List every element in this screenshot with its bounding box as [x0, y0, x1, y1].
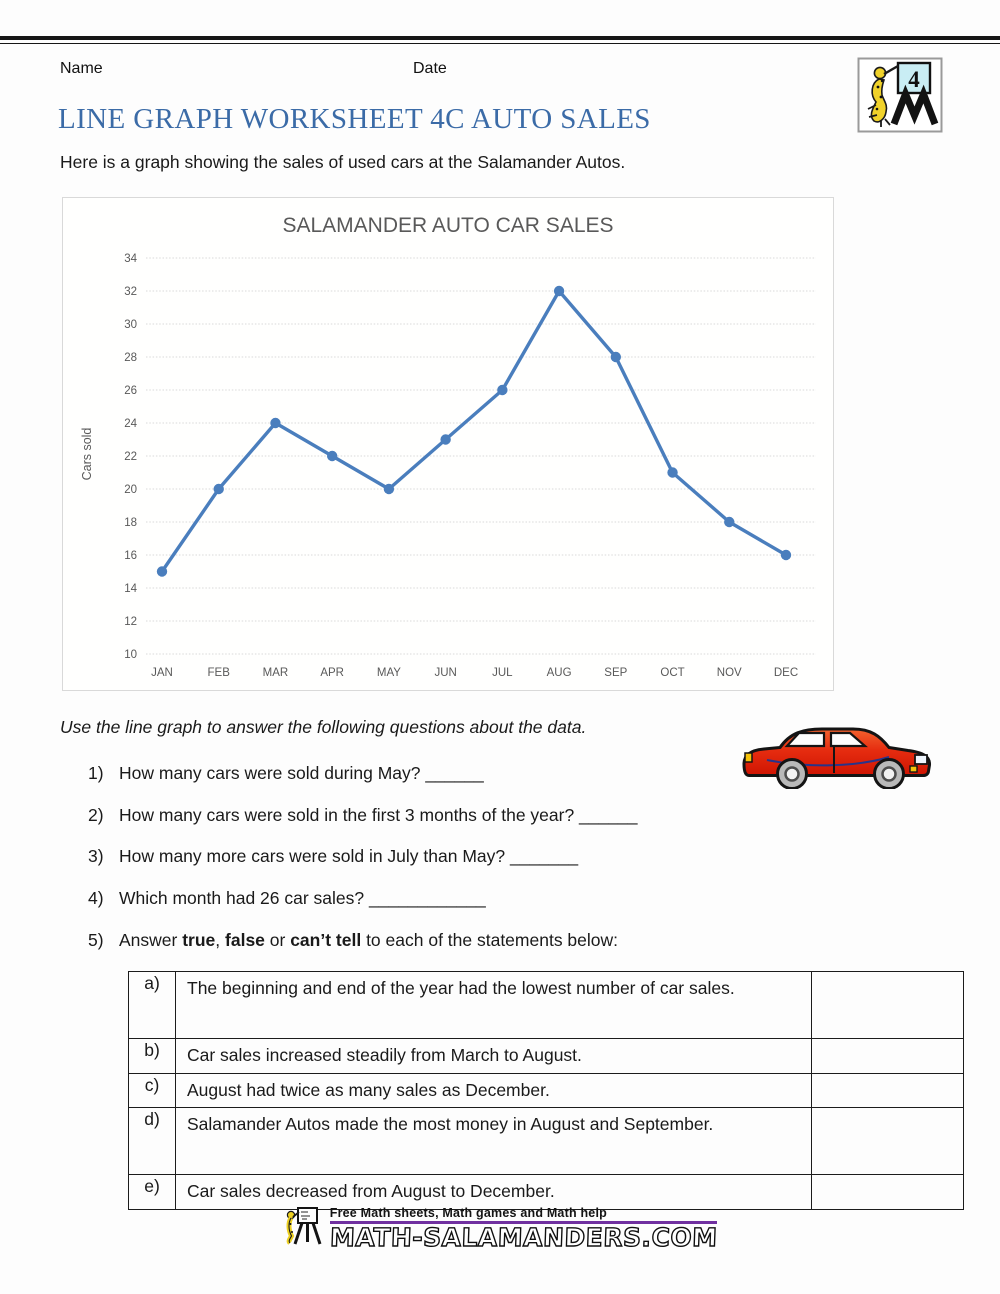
statements-table — [128, 971, 964, 1210]
question-number: 3) — [88, 846, 104, 867]
footer — [0, 1206, 1000, 1253]
car-taillight — [745, 753, 752, 762]
y-axis-title: Cars sold — [80, 427, 94, 481]
question-4 — [88, 888, 928, 930]
question-3 — [88, 846, 928, 888]
question-text: How many cars were sold during May? ______ — [119, 763, 484, 783]
chart-point — [214, 484, 224, 494]
y-tick-label: 32 — [124, 286, 137, 298]
date-label: Date — [413, 60, 447, 77]
salamander-grade-logo — [857, 57, 943, 133]
answer-cell — [812, 1175, 964, 1210]
question-number: 1) — [88, 763, 104, 783]
questions-list — [88, 763, 928, 971]
x-axis-label: MAY — [376, 667, 401, 679]
y-tick-label: 16 — [124, 550, 137, 562]
y-tick-label: 22 — [124, 451, 137, 463]
chart-title: SALAMANDER AUTO CAR SALES — [282, 214, 614, 237]
chart-line — [162, 291, 786, 572]
chart-instruction: Use the line graph to answer the following questions about the data. — [60, 717, 587, 737]
chart-point — [781, 550, 791, 560]
table-row-d — [129, 1108, 964, 1175]
row-label: e) — [129, 1175, 176, 1210]
x-axis-label: JUL — [492, 667, 513, 679]
footer-site-name: MATH-SALAMANDERS.COM — [329, 1223, 718, 1252]
y-tick-label: 20 — [124, 484, 137, 496]
chart-container — [62, 197, 834, 691]
chart-point — [157, 566, 167, 576]
table-row-a — [129, 972, 964, 1039]
y-tick-label: 12 — [124, 616, 137, 628]
answer-cell — [812, 1073, 964, 1108]
statement-text: Car sales increased steadily from March to August. — [176, 1039, 812, 1074]
x-axis-label: SEP — [604, 667, 628, 679]
footer-salamander-logo — [283, 1206, 325, 1246]
chart-point — [384, 484, 394, 494]
row-label: b) — [129, 1039, 176, 1074]
question-text: Which month had 26 car sales? ____________ — [119, 888, 486, 909]
y-tick-label: 24 — [124, 418, 137, 430]
statement-text: August had twice as many sales as December. — [176, 1073, 812, 1108]
question-text: Answer true, false or can’t tell to each of the statements below: — [119, 929, 619, 950]
row-label: d) — [129, 1108, 176, 1175]
y-tick-label: 14 — [124, 583, 137, 595]
chart-point — [667, 467, 677, 477]
name-label: Name — [60, 60, 103, 77]
chart-point — [270, 418, 280, 428]
x-axis-label: DEC — [773, 667, 799, 679]
y-tick-label: 10 — [124, 649, 137, 661]
table-row-e — [129, 1175, 964, 1210]
chart-point — [440, 434, 450, 444]
row-label: a) — [129, 972, 176, 1039]
intro-text: Here is a graph showing the sales of used cars at the Salamander Autos. — [60, 152, 626, 172]
question-number: 5) — [88, 929, 104, 950]
chart-point — [611, 352, 621, 362]
statement-text: Car sales decreased from August to December. — [176, 1175, 812, 1210]
x-axis-label: OCT — [660, 667, 685, 679]
grade-number: 4 — [908, 67, 920, 92]
x-axis-label: APR — [320, 667, 345, 679]
question-text: How many more cars were sold in July than May? _______ — [119, 846, 579, 867]
question-5 — [88, 930, 928, 972]
chart-point — [327, 451, 337, 461]
answer-cell — [812, 1108, 964, 1175]
y-tick-label: 30 — [124, 319, 137, 331]
statement-text: Salamander Autos made the most money in August and September. — [176, 1108, 812, 1175]
x-axis-label: NOV — [716, 667, 742, 679]
question-1 — [88, 763, 928, 805]
question-number: 4) — [88, 888, 104, 909]
table-row-c — [129, 1073, 964, 1108]
x-axis-label: JAN — [151, 667, 173, 679]
y-tick-label: 34 — [124, 253, 137, 265]
y-tick-label: 28 — [124, 352, 137, 364]
line-chart — [63, 198, 833, 690]
x-axis-label: FEB — [207, 667, 230, 679]
x-axis-label: MAR — [262, 667, 289, 679]
row-label: c) — [129, 1073, 176, 1108]
x-axis-label: JUN — [434, 667, 457, 679]
chart-point — [497, 385, 507, 395]
y-tick-label: 26 — [124, 385, 137, 397]
answer-cell — [812, 1039, 964, 1074]
footer-tagline: Free Math sheets, Math games and Math help — [329, 1206, 607, 1220]
statement-text: The beginning and end of the year had the lowest number of car sales. — [176, 972, 812, 1039]
answer-cell — [812, 972, 964, 1039]
chart-point — [554, 286, 564, 296]
x-axis-label: AUG — [546, 667, 572, 679]
y-tick-label: 18 — [124, 517, 137, 529]
page-top-divider — [0, 36, 1000, 44]
chart-point — [724, 517, 734, 527]
question-text: How many cars were sold in the first 3 months of the year? ______ — [119, 804, 638, 825]
question-number: 2) — [88, 804, 104, 825]
question-2 — [88, 805, 928, 847]
worksheet-title: LINE GRAPH WORKSHEET 4C AUTO SALES — [58, 103, 651, 135]
table-row-b — [129, 1039, 964, 1074]
